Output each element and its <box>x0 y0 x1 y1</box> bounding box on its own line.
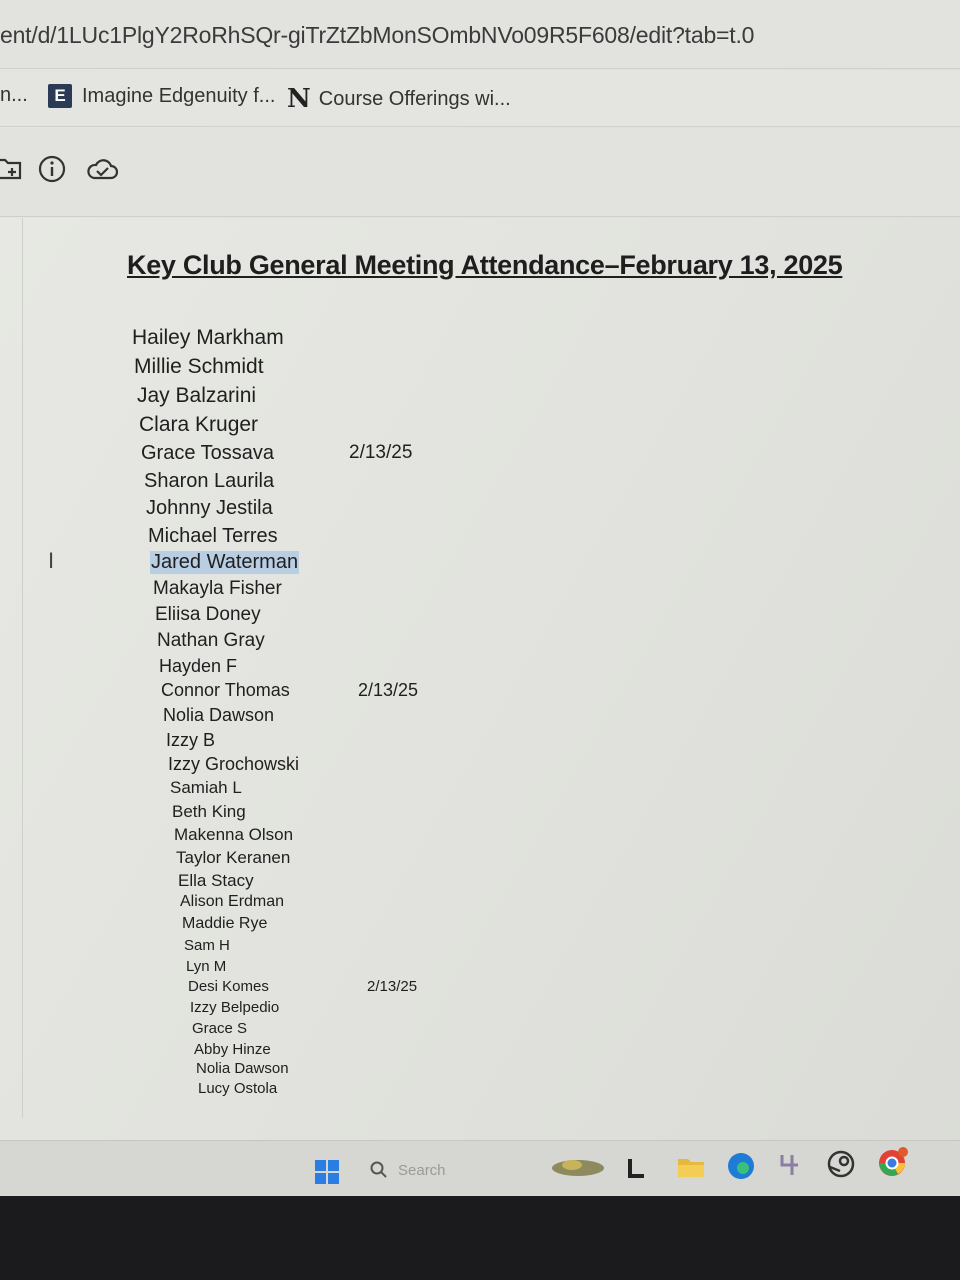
attendee-name: Izzy Belpedio <box>190 999 280 1016</box>
attendance-row[interactable] <box>141 442 413 465</box>
attendance-row[interactable] <box>168 754 299 775</box>
attendee-name: Michael Terres <box>148 525 278 547</box>
attendance-row[interactable] <box>192 1020 247 1037</box>
bookmark-course-offerings[interactable] <box>287 84 511 114</box>
app-icon[interactable] <box>778 1151 804 1179</box>
attendee-name: Desi Komes <box>188 978 269 995</box>
bookmark-label: Imagine Edgenuity f... <box>82 84 276 107</box>
text-cursor-icon: I <box>48 548 55 573</box>
attendance-row[interactable] <box>170 778 242 798</box>
search-icon <box>370 1161 388 1179</box>
bookmark-edgenuity[interactable] <box>48 84 275 108</box>
bookmark-label: n... <box>0 84 28 106</box>
attendance-row[interactable] <box>198 1080 277 1097</box>
attendance-row[interactable] <box>190 999 279 1016</box>
attendee-name: Hayden F <box>159 656 238 676</box>
attendance-row[interactable] <box>188 978 418 995</box>
attendance-row[interactable] <box>139 413 258 437</box>
attendee-name: Johnny Jestila <box>146 497 273 519</box>
search-placeholder: Search <box>398 1161 446 1179</box>
attendance-row[interactable] <box>176 848 290 868</box>
attendee-name: Nathan Gray <box>157 630 265 651</box>
attendance-row[interactable] <box>196 1060 289 1077</box>
attendance-row[interactable] <box>163 705 274 726</box>
info-icon[interactable] <box>37 154 67 184</box>
attendee-name: Sharon Laurila <box>144 470 275 492</box>
weather-widget-icon[interactable] <box>550 1155 606 1179</box>
attendance-row[interactable] <box>178 871 254 891</box>
bookmark-truncated[interactable] <box>0 84 28 107</box>
edge-icon[interactable] <box>726 1151 756 1181</box>
monitor-bezel <box>0 1196 960 1280</box>
bookmarks-bar <box>0 70 960 127</box>
attendance-date: 2/13/25 <box>358 680 419 700</box>
attendee-name: Grace Tossava <box>141 442 275 464</box>
attendee-name: Izzy Grochowski <box>168 754 300 774</box>
url-text[interactable]: ent/d/1LUc1PlgY2RoRhSQr-giTrZtZbMonSOmbNVo09R5F608/edit?tab=t.0 <box>0 22 755 48</box>
attendee-name: Izzy B <box>166 730 216 750</box>
attendee-name: Eliisa Doney <box>155 604 261 625</box>
attendance-row[interactable] <box>137 384 256 408</box>
attendance-row[interactable] <box>174 825 293 845</box>
attendee-name: Grace S <box>192 1020 248 1037</box>
attendance-row-selected[interactable] <box>150 551 299 574</box>
attendee-name: Connor Thomas <box>161 680 290 700</box>
attendance-row[interactable] <box>153 578 282 600</box>
n-logo-icon: N <box>287 84 311 114</box>
attendance-row[interactable] <box>148 525 278 548</box>
attendee-name: Nolia Dawson <box>196 1060 289 1077</box>
taskbar <box>0 1140 960 1195</box>
attendee-name: Samiah L <box>170 778 242 797</box>
attendee-name: Millie Schmidt <box>134 355 264 378</box>
bookmark-label: Course Offerings wi... <box>318 87 511 110</box>
taskbar-search[interactable] <box>362 1155 532 1185</box>
attendee-name: Nolia Dawson <box>163 705 275 725</box>
attendance-row[interactable] <box>180 893 284 911</box>
attendance-row[interactable] <box>186 958 226 975</box>
file-explorer-icon[interactable] <box>676 1155 706 1179</box>
attendee-name: Abby Hinze <box>194 1041 271 1058</box>
cloud-saved-icon[interactable] <box>86 154 118 184</box>
attendee-name: Jay Balzarini <box>137 384 257 407</box>
attendance-row[interactable] <box>182 915 267 933</box>
attendee-name: Ella Stacy <box>178 871 254 890</box>
attendee-name: Beth King <box>172 802 246 821</box>
attendance-row[interactable] <box>194 1041 271 1058</box>
move-to-folder-icon[interactable] <box>0 154 24 184</box>
attendance-date: 2/13/25 <box>349 442 413 463</box>
attendee-name: Maddie Rye <box>182 915 268 932</box>
attendance-row[interactable] <box>144 470 274 493</box>
attendance-date: 2/13/25 <box>367 978 418 995</box>
attendance-row[interactable] <box>132 326 284 350</box>
steam-icon[interactable] <box>826 1149 856 1179</box>
attendee-name: Hailey Markham <box>132 326 284 349</box>
attendee-name-selected: Jared Waterman <box>151 551 299 573</box>
attendance-row[interactable] <box>146 497 273 520</box>
attendance-row[interactable] <box>155 604 261 626</box>
attendee-name: Makenna Olson <box>174 825 294 844</box>
attendance-row[interactable] <box>166 730 215 751</box>
attendee-name: Lyn M <box>186 958 227 975</box>
address-bar[interactable] <box>0 0 960 69</box>
attendance-row[interactable] <box>161 680 419 701</box>
attendee-name: Alison Erdman <box>180 893 285 910</box>
attendee-name: Lucy Ostola <box>198 1080 278 1097</box>
chrome-icon[interactable] <box>876 1145 910 1179</box>
attendee-name: Taylor Keranen <box>176 848 291 867</box>
attendance-row[interactable] <box>134 355 264 379</box>
document-title[interactable]: Key Club General Meeting Attendance–February 13, 2025 <box>127 250 843 280</box>
attendance-row[interactable] <box>184 937 230 954</box>
attendee-name: Makayla Fisher <box>153 578 282 599</box>
attendance-row[interactable] <box>159 656 237 677</box>
file-icon[interactable] <box>626 1157 648 1179</box>
edgenuity-icon: E <box>48 84 72 108</box>
document-toolbar <box>0 128 960 217</box>
attendee-name: Clara Kruger <box>139 413 259 436</box>
page-edge <box>22 218 23 1118</box>
attendee-name: Sam H <box>184 937 230 954</box>
attendance-row[interactable] <box>172 802 246 822</box>
start-icon[interactable] <box>314 1159 340 1185</box>
attendance-row[interactable] <box>157 630 265 652</box>
